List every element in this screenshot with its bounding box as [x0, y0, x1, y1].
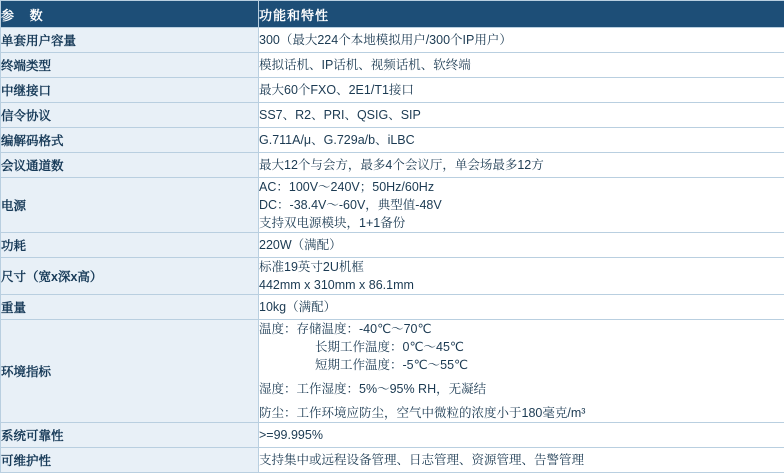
value-line: SS7、R2、PRI、QSIG、SIP: [259, 106, 784, 124]
row-value-cell: [259, 178, 784, 233]
row-value-cell: [259, 78, 784, 103]
row-parameter-label: 会议通道数: [1, 153, 259, 178]
row-parameter-label: 编解码格式: [1, 128, 259, 153]
value-line: 支持集中或远程设备管理、日志管理、资源管理、告警管理: [259, 451, 784, 469]
table-row: [1, 233, 784, 258]
table-row: [1, 128, 784, 153]
row-value-cell: [259, 128, 784, 153]
value-line: 220W（满配）: [259, 236, 784, 254]
table-row: [1, 153, 784, 178]
table-row: [1, 178, 784, 233]
table-header-row: [1, 1, 784, 28]
row-parameter-label: 可维护性: [1, 448, 259, 473]
row-parameter-label: 单套用户容量: [1, 28, 259, 53]
row-value-cell: [259, 103, 784, 128]
value-line: 300（最大224个本地模拟用户/300个IP用户）: [259, 31, 784, 49]
table-row: [1, 258, 784, 295]
row-parameter-label: 信令协议: [1, 103, 259, 128]
value-line: 最大60个FXO、2E1/T1接口: [259, 81, 784, 99]
table-row: [1, 78, 784, 103]
header-features: 功能和特性: [259, 1, 784, 28]
value-line: >=99.995%: [259, 426, 784, 444]
row-parameter-label: 中继接口: [1, 78, 259, 103]
table-row: [1, 320, 784, 423]
value-line: G.711A/μ、G.729a/b、iLBC: [259, 131, 784, 149]
table-row: [1, 53, 784, 78]
value-line: AC：100V～240V；50Hz/60Hz: [259, 178, 784, 196]
row-parameter-label: 重量: [1, 295, 259, 320]
header-parameter: 参 数: [1, 1, 259, 28]
value-line: 长期工作温度：0℃～45℃: [259, 338, 784, 356]
value-line: 模拟话机、IP话机、视频话机、软终端: [259, 56, 784, 74]
value-line: 短期工作温度：-5℃～55℃: [259, 356, 784, 374]
row-value-cell: [259, 258, 784, 295]
row-parameter-label: 尺寸（宽x深x高）: [1, 258, 259, 295]
row-value-cell: [259, 423, 784, 448]
row-value-cell: [259, 233, 784, 258]
row-parameter-label: 终端类型: [1, 53, 259, 78]
row-value-cell: [259, 28, 784, 53]
row-value-cell: [259, 53, 784, 78]
row-parameter-label: 环境指标: [1, 320, 259, 423]
value-line: 442mm x 310mm x 86.1mm: [259, 276, 784, 294]
table-row: [1, 28, 784, 53]
row-value-cell: [259, 295, 784, 320]
row-parameter-label: 电源: [1, 178, 259, 233]
value-line: 防尘：工作环境应防尘，空气中微粒的浓度小于180毫克/m³: [259, 404, 784, 422]
value-line: 支持双电源模块，1+1备份: [259, 214, 784, 232]
value-line: DC：-38.4V～-60V，典型值-48V: [259, 196, 784, 214]
table-row: [1, 103, 784, 128]
value-line: 标准19英寸2U机框: [259, 258, 784, 276]
row-value-cell: [259, 448, 784, 473]
value-line: 最大12个与会方，最多4个会议厅，单会场最多12方: [259, 156, 784, 174]
table-row: [1, 295, 784, 320]
table-row: [1, 448, 784, 473]
value-line: 10kg（满配）: [259, 298, 784, 316]
value-line: 湿度：工作湿度：5%～95% RH，无凝结: [259, 380, 784, 398]
table-body: [1, 28, 784, 473]
row-parameter-label: 功耗: [1, 233, 259, 258]
row-parameter-label: 系统可靠性: [1, 423, 259, 448]
value-line: 温度：存储温度：-40℃～70℃: [259, 320, 784, 338]
row-value-cell: [259, 320, 784, 423]
row-value-cell: [259, 153, 784, 178]
table-row: [1, 423, 784, 448]
